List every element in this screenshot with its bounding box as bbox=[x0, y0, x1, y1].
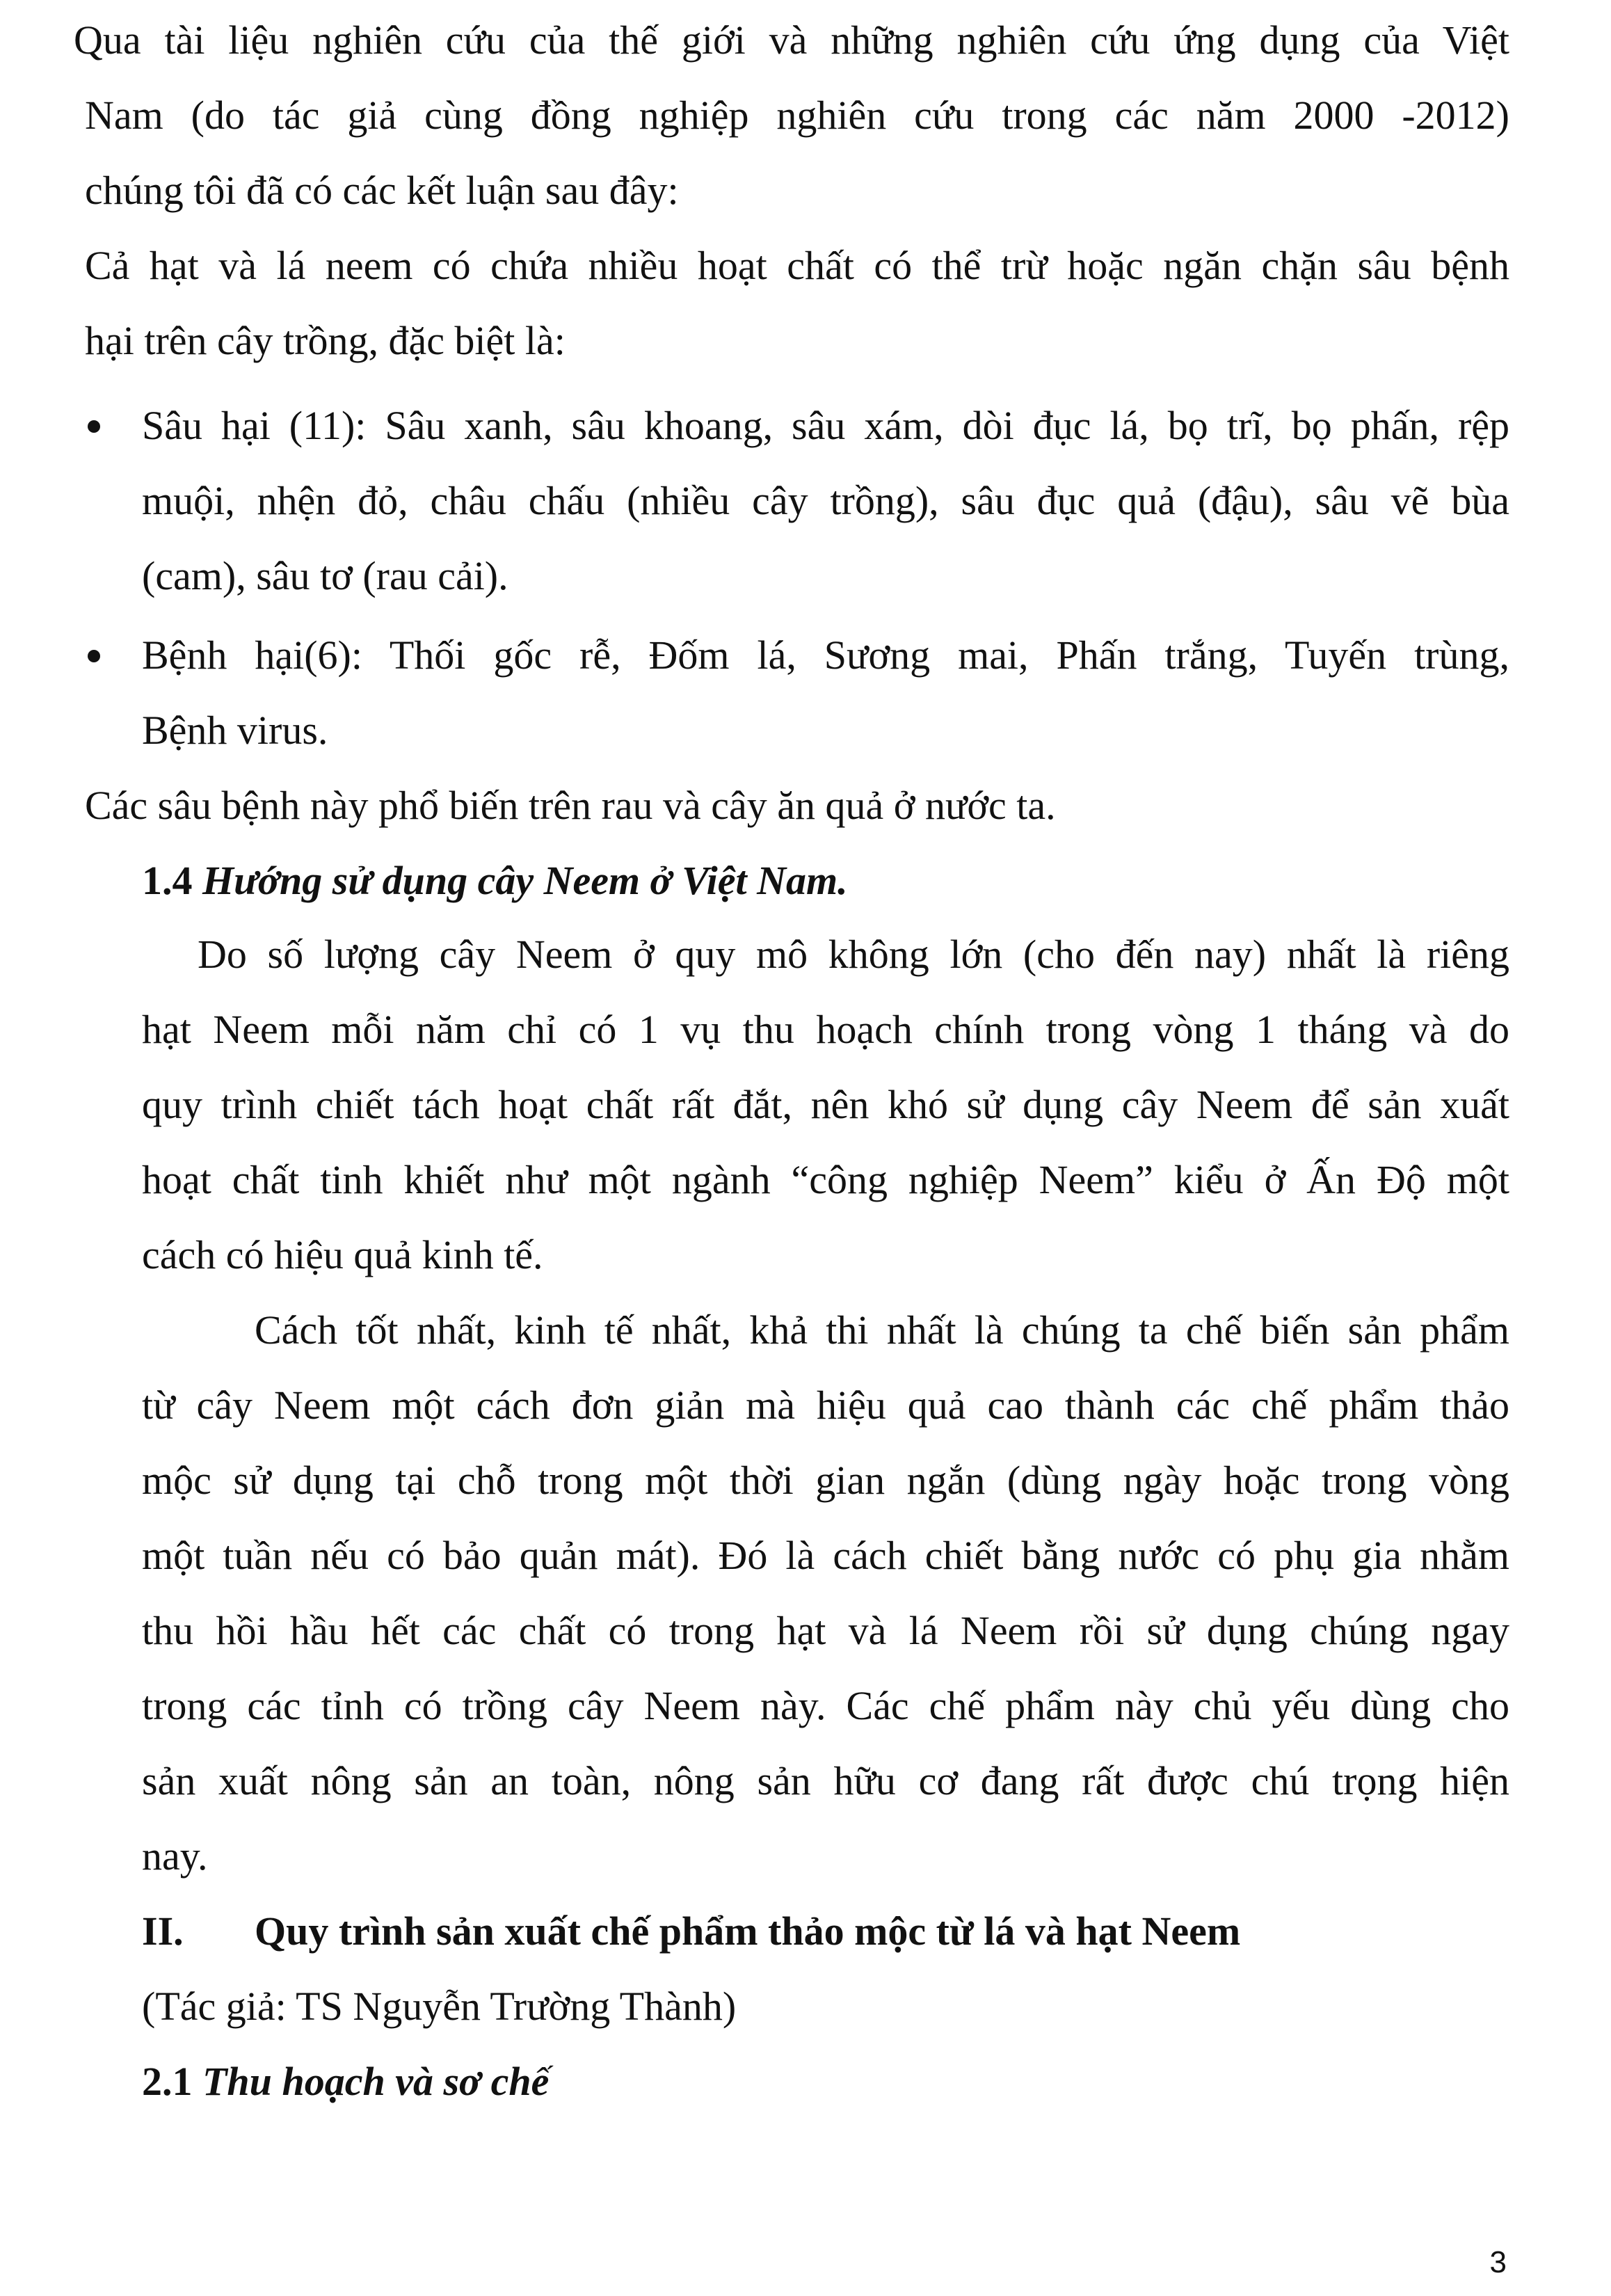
para2-line-8: nay. bbox=[142, 1833, 208, 1879]
section-2-1-title: Thu hoạch và sơ chế bbox=[202, 2059, 550, 2104]
intro-line-3: chúng tôi đã có các kết luận sau đây: bbox=[85, 168, 679, 213]
para2-line-7: sản xuất nông sản an toàn, nông sản hữu cơ đang rất được chú trọng hiện bbox=[142, 1758, 1509, 1803]
para1-line-1: Do số lượng cây Neem ở quy mô không lớn (cho đến nay) nhất là riêng bbox=[198, 932, 1509, 977]
para2-line-4: một tuần nếu có bảo quản mát). Đó là cách chiết bằng nước có phụ gia nhằm bbox=[142, 1533, 1509, 1578]
para1-line-4: hoạt chất tinh khiết như một ngành “công nghiệp Neem” kiểu ở Ấn Độ một bbox=[142, 1157, 1509, 1202]
para2-line-6: trong các tỉnh có trồng cây Neem này. Các chế phẩm này chủ yếu dùng cho bbox=[142, 1683, 1509, 1728]
section-1-4-number: 1.4 bbox=[142, 858, 202, 903]
para2-line-2: từ cây Neem một cách đơn giản mà hiệu quả cao thành các chế phẩm thảo bbox=[142, 1382, 1509, 1428]
section-II-title: Quy trình sản xuất chế phẩm thảo mộc từ lá và hạt Neem bbox=[255, 1908, 1241, 1954]
section-2-1-number: 2.1 bbox=[142, 2059, 202, 2104]
bullet-1-line-2: muội, nhện đỏ, châu chấu (nhiều cây trồng), sâu đục quả (đậu), sâu vẽ bùa bbox=[142, 478, 1509, 523]
para1-line-5: cách có hiệu quả kinh tế. bbox=[142, 1232, 543, 1277]
para2-line-1: Cách tốt nhất, kinh tế nhất, khả thi nhất là chúng ta chế biến sản phẩm bbox=[255, 1307, 1509, 1353]
para1-line-2: hạt Neem mỗi năm chỉ có 1 vụ thu hoạch chính trong vòng 1 tháng và do bbox=[142, 1007, 1509, 1052]
author-line: (Tác giả: TS Nguyễn Trường Thành) bbox=[142, 1984, 737, 2029]
page-number: 3 bbox=[1489, 2245, 1507, 2279]
bullet-1-line-3: (cam), sâu tơ (rau cải). bbox=[142, 553, 508, 598]
bullet-2-dot bbox=[88, 650, 100, 662]
intro-line-2: Nam (do tác giả cùng đồng nghiệp nghiên cứu trong các năm 2000 -2012) bbox=[85, 93, 1509, 138]
section-1-4-title: Hướng sử dụng cây Neem ở Việt Nam. bbox=[202, 858, 848, 903]
bullet-1-dot bbox=[88, 420, 100, 433]
summary-line: Các sâu bệnh này phổ biến trên rau và cây ăn quả ở nước ta. bbox=[85, 783, 1056, 828]
intro-line-5: hại trên cây trồng, đặc biệt là: bbox=[85, 318, 566, 363]
section-2-1-heading bbox=[142, 2059, 549, 2104]
intro-line-4: Cả hạt và lá neem có chứa nhiều hoạt chất có thể trừ hoặc ngăn chặn sâu bệnh bbox=[85, 243, 1509, 288]
para2-line-5: thu hồi hầu hết các chất có trong hạt và lá Neem rồi sử dụng chúng ngay bbox=[142, 1608, 1509, 1653]
bullet-2-line-1: Bệnh hại(6): Thối gốc rễ, Đốm lá, Sương mai, Phấn trắng, Tuyến trùng, bbox=[142, 632, 1509, 678]
para1-line-3: quy trình chiết tách hoạt chất rất đắt, nên khó sử dụng cây Neem để sản xuất bbox=[142, 1082, 1509, 1127]
section-II-number: II. bbox=[142, 1908, 184, 1954]
bullet-2-line-2: Bệnh virus. bbox=[142, 708, 328, 753]
para2-line-3: mộc sử dụng tại chỗ trong một thời gian ngắn (dùng ngày hoặc trong vòng bbox=[142, 1458, 1509, 1503]
section-1-4-heading bbox=[142, 859, 848, 903]
bullet-1-line-1: Sâu hại (11): Sâu xanh, sâu khoang, sâu xám, dòi đục lá, bọ trĩ, bọ phấn, rệp bbox=[142, 403, 1509, 448]
intro-line-1: Qua tài liệu nghiên cứu của thế giới và những nghiên cứu ứng dụng của Việt bbox=[74, 17, 1509, 63]
